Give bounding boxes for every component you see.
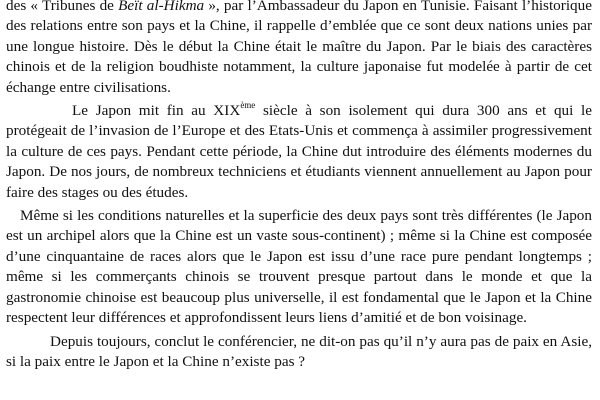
paragraph-intro <box>6 0 592 98</box>
paragraph-history-rest: siècle à son isolement qui dura 300 ans et qui le protégeait de l’invasion de l’Europe et des Etats-Unis et commença à assimiler progressivement la culture de ces pays. Pendant cette période, la Chine dut introduire des éléments modernes du Japon. De nos jours, de nombreux techniciens et étudiants viennent annuellement au Japon pour faire des stages ou des études. <box>6 102 592 201</box>
paragraph-conclusion-text: Depuis toujours, conclut le conférencier, ne dit-on pas qu’il n’y aura pas de paix en Asie, si la paix entre le Japon et la Chine n’existe pas ? <box>6 332 592 370</box>
document-page <box>6 0 592 375</box>
century-superscript: ème <box>240 100 256 111</box>
paragraph-history <box>6 101 592 203</box>
paragraph-intro-rest: », par l’Ambassadeur du Japon en Tunisie. Faisant l’historique des relations entre son pays et la Chine, il rappelle d’emblée que ce sont deux nations unies par une longue histoire. Dès le début la Chine était le maître du Japon. Par le biais des caractères chinois et de la religion boudhiste notamment, la culture japonaise fut modelée à partir de cet échange entre civilisations. <box>6 0 592 96</box>
paragraph-differences <box>6 206 592 328</box>
paragraph-intro-lead: des « Tribunes de <box>6 0 119 14</box>
paragraph-history-lead: Le Japon mit fin au XIX <box>72 102 241 120</box>
institution-name: Beït al-Hikma <box>118 0 205 14</box>
paragraph-conclusion <box>6 332 592 373</box>
paragraph-differences-text: Même si les conditions naturelles et la superficie des deux pays sont très différentes (le Japon est un archipel alors que la Chine est un vaste sous-continent) ; même si la Chine est composée d’une cinquantaine de races alors que le Japon est issu d’une race pure pendant longtemps ; même si les commerçants chinois se trouvent presque partout dans le monde et que la gastronomie chinoise est beaucoup plus universelle, il est fondamental que le Japon et la Chine respectent leur différences et approfondissent leurs liens d’amitié et de bon voisinage. <box>6 207 592 327</box>
